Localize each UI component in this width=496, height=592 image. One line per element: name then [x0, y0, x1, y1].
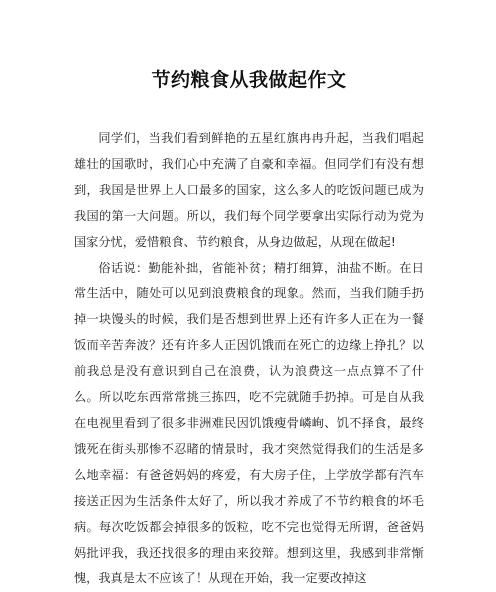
paragraph-1: 同学们，当我们看到鲜艳的五星红旗冉冉升起，当我们唱起雄壮的国歌时，我们心中充满了自豪和幸福。但同学们有没有想到，我国是世界上人口最多的国家，这么多人的吃饭问题已成为我国的第一大问题。所以，我们每个同学要拿出实际行动为党为国家分忧，爱惜粮食、节约粮食，从身边做起，从现在做起! — [74, 131, 424, 249]
document-title: 节约粮食从我做起作文 — [151, 69, 347, 91]
document-body — [74, 126, 424, 592]
paragraph-2: 俗话说：勤能补拙，省能补贫；精打细算，油盐不断。在日常生活中，随处可以见到浪费粮食的现象。然而，当我们随手扔掉一块馒头的时候，我们是否想到世界上还有许多人正在为一餐饭而辛苦奔波？还有许多人正因饥饿而在死亡的边缘上挣扎？以前我总是没有意识到自己在浪费，认为浪费这一点点算不了什么。所以吃东西常常挑三拣四，吃不完就随手扔掉。可是自从我在电视里看到了很多非洲难民因饥饿瘦骨嶙峋、饥不择食，最终饿死在街头那惨不忍睹的情景时，我才突然觉得我们的生活是多么地幸福：有爸爸妈妈的疼爱，有大房子住，上学放学都有汽车接送正因为生活条件太好了，所以我才养成了不节约粮食的坏毛病。每次吃饭都会掉很多的饭粒，吃不完也觉得无所谓，爸爸妈妈批评我，我还找很多的理由来狡辩。想到这里，我感到非常惭愧，我真是太不应该了！从现在开始，我一定要改掉这 — [74, 260, 424, 586]
